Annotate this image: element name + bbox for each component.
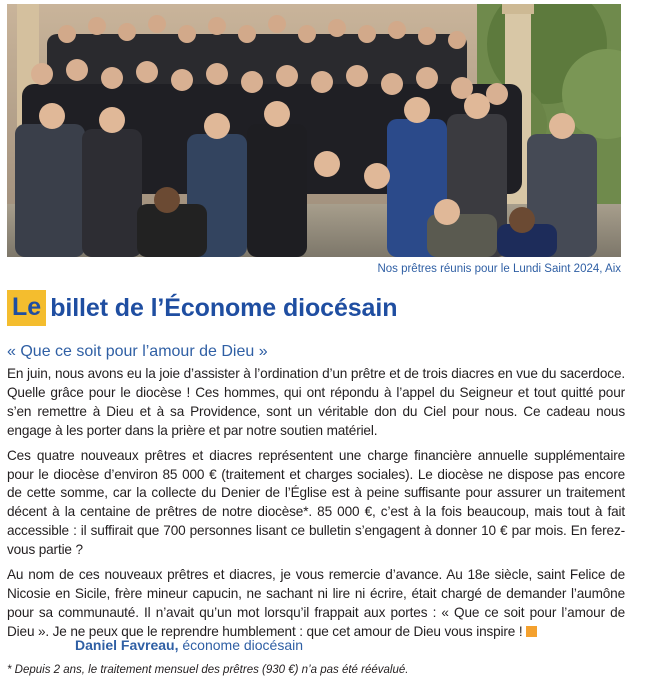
end-mark-icon — [526, 626, 537, 637]
author-role: économe diocésain — [182, 637, 304, 653]
photo-caption: Nos prêtres réunis pour le Lundi Saint 2024, Aix — [377, 263, 621, 275]
paragraph: Ces quatre nouveaux prêtres et diacres représentent une charge financière annuelle supplémentaire pour le diocèse d’environ 85 000 € (traitement et charges sociales). Le diocèse ne dispose pas encore de cette somme, car la collecte du Denier de l’Église est à peine suffisante pour assurer un traitement décent à la centaine de prêtres de notre diocèse*. 85 000 €, c’est à la fois beaucoup, mais tout à fait accessible : il suffirait que 700 personnes lisant ce bulletin s’engagent à donner 10 € par mois. En ferez-vous partie ? — [7, 447, 625, 558]
group-photo — [7, 4, 621, 257]
headline-text: billet de l’Économe diocésain — [50, 293, 398, 322]
headline-highlight: Le — [7, 290, 46, 326]
group-photo-illustration — [7, 4, 621, 257]
article-subtitle: « Que ce soit pour l’amour de Dieu » — [7, 343, 268, 360]
signature — [75, 637, 303, 653]
author-name: Daniel Favreau, — [75, 637, 179, 653]
paragraph: En juin, nous avons eu la joie d’assister à l’ordination d’un prêtre et de trois diacres en vue du sacerdoce. Quelle grâce pour le diocèse ! Ces hommes, qui ont répondu à l’appel du Seigneur et tout quitté pour s’en remettre à Dieu et à sa Providence, sont un véritable don du Ciel pour nous. Ce cadeau nous engage à les porter dans la prière et par notre soutien matériel. — [7, 366, 625, 438]
article-headline — [7, 288, 397, 328]
article-body — [7, 365, 625, 648]
paragraph — [7, 566, 625, 642]
footnote: * Depuis 2 ans, le traitement mensuel des prêtres (930 €) n’a pas été réévalué. — [7, 664, 409, 676]
paragraph-text: Au nom de ces nouveaux prêtres et diacres, je vous remercie d’avance. Au 18e siècle, saint Felice de Nicosie en Sicile, frère mineur capucin, ne sachant ni lire ni écrire, était chargé de demander l’aumône pour sa communauté. Il n’avait qu’un mot lorsqu’il frappait aux portes : « Que ce soit pour l’amour de Dieu ». Je ne peux que le reprendre humblement : que cet amour de Dieu vous inspire ! — [7, 567, 625, 639]
